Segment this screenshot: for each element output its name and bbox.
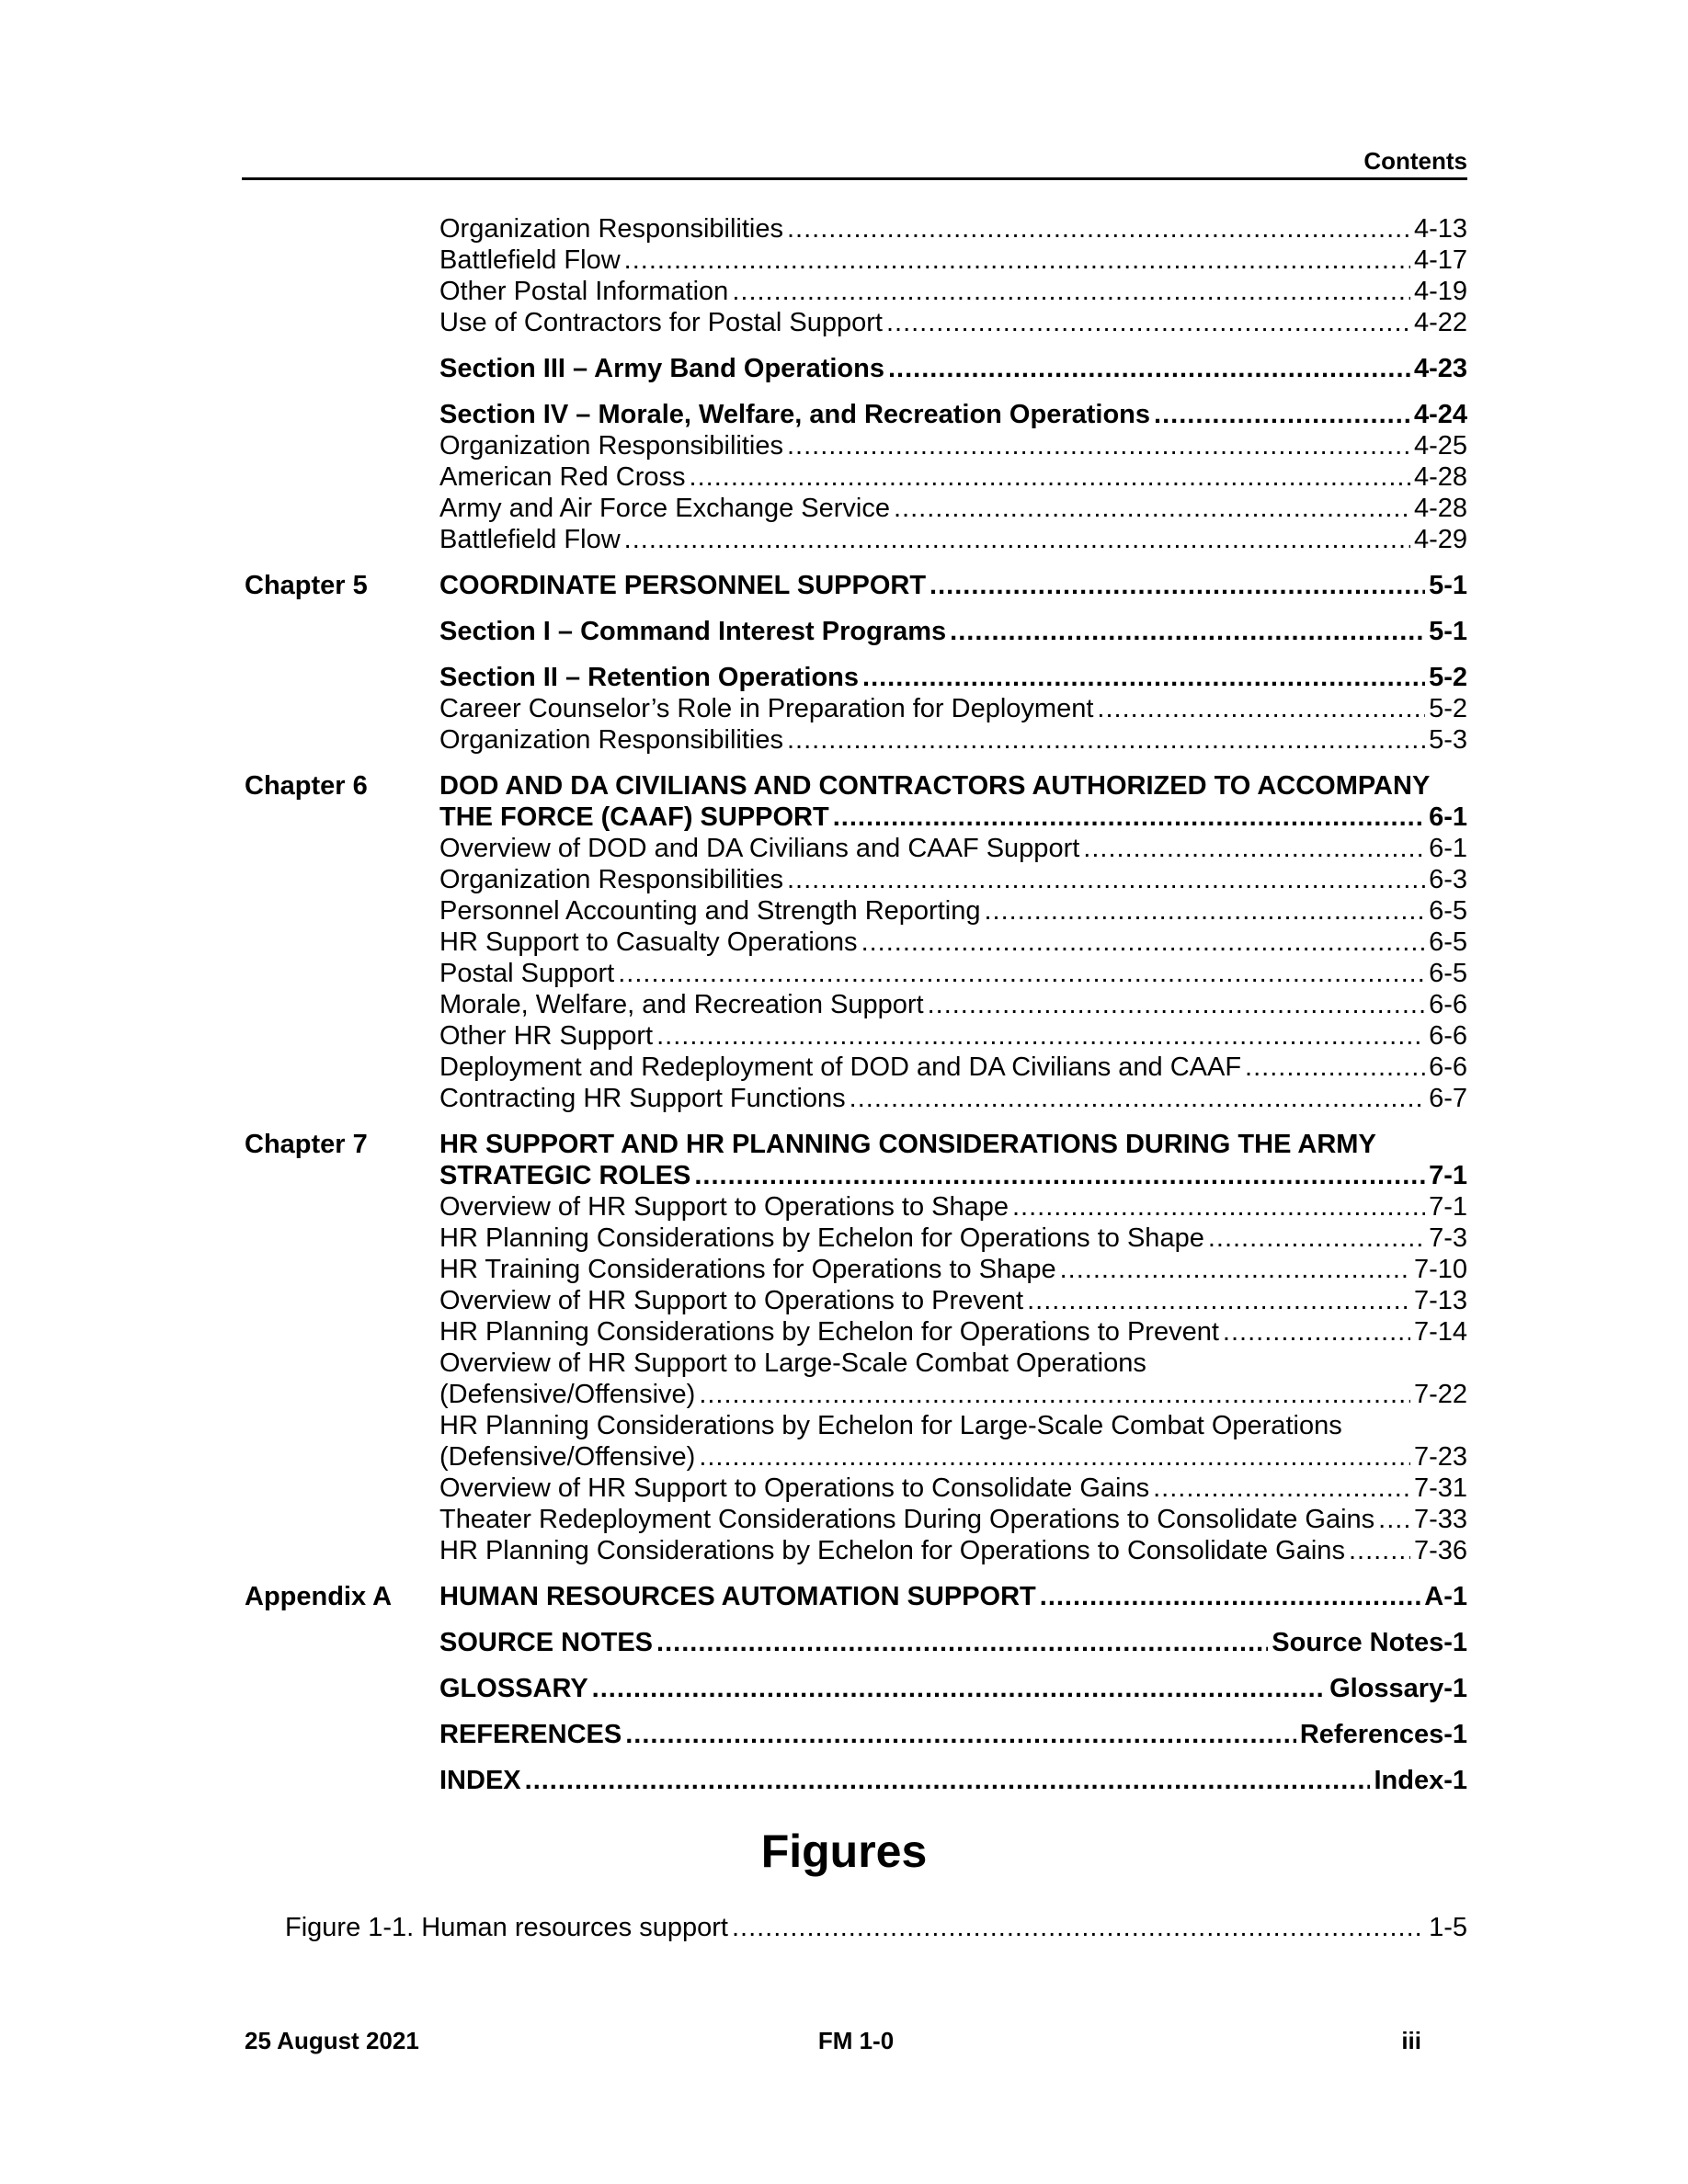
chapter-title-entry[interactable]: THE FORCE (CAAF) SUPPORT ..... 6-1 xyxy=(439,802,1467,833)
chapter-label: Chapter 5 xyxy=(245,571,368,600)
toc-entry[interactable]: Organization Responsibilities ..... 5-3 xyxy=(439,724,1467,756)
chapter-7-group xyxy=(245,1129,1467,1566)
toc-entry[interactable]: Overview of DOD and DA Civilians and CAAF Support ..... 6-1 xyxy=(439,833,1467,864)
back-matter-entry[interactable]: REFERENCES ..... References-1 xyxy=(439,1719,1467,1750)
figures-list xyxy=(285,1912,1467,1943)
back-matter-entry[interactable]: INDEX ..... Index-1 xyxy=(439,1765,1467,1796)
footer-date: 25 August 2021 xyxy=(245,2027,419,2054)
toc-section-entry[interactable]: Section IV – Morale, Welfare, and Recreation Operations ..... 4-24 xyxy=(439,399,1467,430)
toc-entry[interactable]: Other Postal Information ..... 4-19 xyxy=(439,276,1467,307)
toc-section-entry[interactable]: Section III – Army Band Operations ..... 4-23 xyxy=(439,353,1467,384)
figures-heading: Figures xyxy=(760,1826,928,1877)
toc-entry[interactable]: Theater Redeployment Considerations During Operations to Consolidate Gains ..... 7-33 xyxy=(439,1504,1467,1535)
toc-entry[interactable]: HR Support to Casualty Operations ..... 6-5 xyxy=(439,927,1467,958)
toc-block xyxy=(439,399,1467,555)
toc-entry[interactable]: Other HR Support ..... 6-6 xyxy=(439,1020,1467,1052)
chapter-5-group xyxy=(245,570,1467,756)
toc-entry[interactable]: HR Planning Considerations by Echelon for Operations to Prevent ..... 7-14 xyxy=(439,1316,1467,1348)
toc-entry[interactable]: Organization Responsibilities ..... 4-25 xyxy=(439,430,1467,461)
toc-entry[interactable]: Contracting HR Support Functions ..... 6-7 xyxy=(439,1083,1467,1114)
chapter-6-group xyxy=(245,770,1467,1114)
toc-entry[interactable]: Morale, Welfare, and Recreation Support ..... 6-6 xyxy=(439,989,1467,1020)
page-footer xyxy=(245,2027,1467,2054)
toc-section-entry[interactable]: Section I – Command Interest Programs ..... 5-1 xyxy=(439,616,1467,647)
figure-entry[interactable]: Figure 1-1. Human resources support ..... 1-5 xyxy=(285,1912,1467,1943)
chapter-title-line: HR SUPPORT AND HR PLANNING CONSIDERATIONS DURING THE ARMY xyxy=(439,1130,1376,1159)
toc-entry-line: Overview of HR Support to Large-Scale Combat Operations xyxy=(439,1348,1146,1378)
chapter-title-line: DOD AND DA CIVILIANS AND CONTRACTORS AUTHORIZED TO ACCOMPANY xyxy=(439,771,1431,801)
footer-doc-id: FM 1-0 xyxy=(817,2027,895,2054)
toc-entry[interactable]: HR Planning Considerations by Echelon for Operations to Shape ..... 7-3 xyxy=(439,1223,1467,1254)
toc-entry[interactable]: Organization Responsibilities ..... 6-3 xyxy=(439,864,1467,895)
toc-entry[interactable]: Postal Support ..... 6-5 xyxy=(439,958,1467,989)
chapter-label: Chapter 7 xyxy=(245,1130,368,1159)
chapter-title-entry[interactable]: COORDINATE PERSONNEL SUPPORT ..... 5-1 xyxy=(439,570,1467,601)
appendix-a-group xyxy=(245,1581,1467,1796)
header-rule xyxy=(242,177,1467,180)
chapter-title-entry[interactable]: STRATEGIC ROLES ..... 7-1 xyxy=(439,1160,1467,1191)
running-header: Contents xyxy=(1363,147,1467,175)
toc-entry[interactable]: Organization Responsibilities ..... 4-13 xyxy=(439,213,1467,245)
footer-page-number: iii xyxy=(1401,2027,1421,2054)
chapter-title-entry[interactable]: HUMAN RESOURCES AUTOMATION SUPPORT ..... A-1 xyxy=(439,1581,1467,1612)
back-matter-entry[interactable]: SOURCE NOTES ..... Source Notes-1 xyxy=(439,1627,1467,1658)
toc-entry[interactable]: Use of Contractors for Postal Support ..... 4-22 xyxy=(439,307,1467,338)
toc-entry[interactable]: Battlefield Flow ..... 4-29 xyxy=(439,524,1467,555)
toc-entry[interactable]: Personnel Accounting and Strength Reporting ..... 6-5 xyxy=(439,895,1467,927)
toc-block xyxy=(439,353,1467,384)
toc-entry[interactable]: Army and Air Force Exchange Service ..... 4-28 xyxy=(439,493,1467,524)
toc-entry-line: HR Planning Considerations by Echelon for Large-Scale Combat Operations xyxy=(439,1411,1342,1440)
toc-entry[interactable]: Overview of HR Support to Operations to Prevent ..... 7-13 xyxy=(439,1285,1467,1316)
toc-entry[interactable]: Deployment and Redeployment of DOD and DA Civilians and CAAF ..... 6-6 xyxy=(439,1052,1467,1083)
toc-entry[interactable]: HR Training Considerations for Operations to Shape ..... 7-10 xyxy=(439,1254,1467,1285)
toc-entry[interactable]: (Defensive/Offensive) ..... 7-22 xyxy=(439,1379,1467,1410)
toc-entry[interactable]: Overview of HR Support to Operations to Consolidate Gains ..... 7-31 xyxy=(439,1473,1467,1504)
toc-block xyxy=(439,213,1467,338)
toc-entry[interactable]: American Red Cross ..... 4-28 xyxy=(439,461,1467,493)
toc-entry[interactable]: Career Counselor’s Role in Preparation for Deployment ..... 5-2 xyxy=(439,693,1467,724)
toc-entry[interactable]: HR Planning Considerations by Echelon for Operations to Consolidate Gains ..... 7-36 xyxy=(439,1535,1467,1566)
chapter-label: Chapter 6 xyxy=(245,771,368,801)
chapter-label: Appendix A xyxy=(245,1582,393,1611)
table-of-contents xyxy=(245,213,1467,1811)
toc-entry[interactable]: Battlefield Flow ..... 4-17 xyxy=(439,245,1467,276)
back-matter-entry[interactable]: GLOSSARY ..... Glossary-1 xyxy=(439,1673,1467,1704)
toc-section-entry[interactable]: Section II – Retention Operations ..... 5-2 xyxy=(439,662,1467,693)
toc-entry[interactable]: Overview of HR Support to Operations to Shape ..... 7-1 xyxy=(439,1191,1467,1223)
toc-entry[interactable]: (Defensive/Offensive) ..... 7-23 xyxy=(439,1441,1467,1473)
